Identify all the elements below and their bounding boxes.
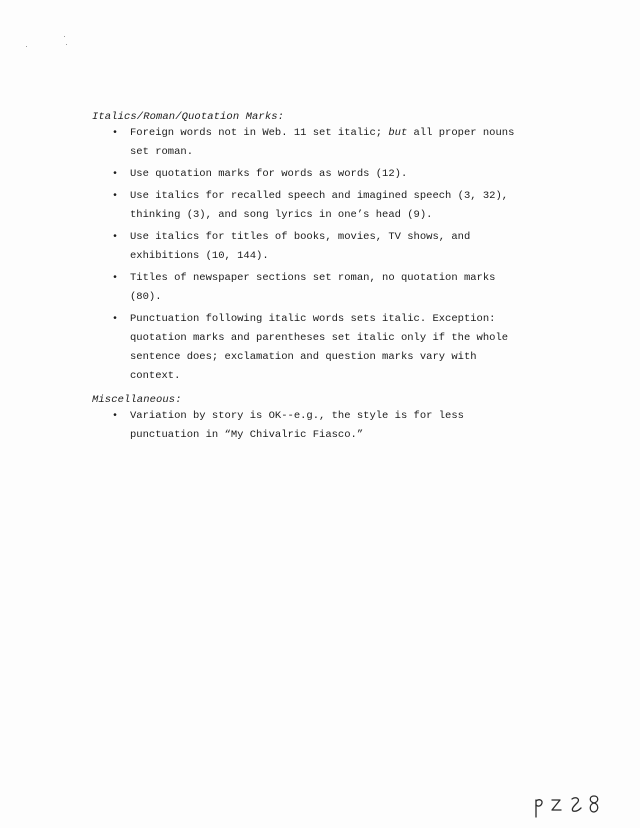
italics-rules-list (110, 124, 520, 389)
bullet-icon: • (112, 169, 119, 180)
list-item-text: Use italics for titles of books, movies, TV shows, and exhibitions (10, 144). (130, 231, 471, 262)
bullet-icon: • (112, 314, 119, 325)
handwritten-page-note (528, 790, 608, 820)
miscellaneous-rules-list (110, 407, 520, 448)
section-heading-miscellaneous: Miscellaneous: (92, 394, 182, 406)
bullet-icon: • (112, 232, 119, 243)
bullet-icon: • (112, 273, 119, 284)
section-heading-italics: Italics/Roman/Quotation Marks: (92, 111, 285, 123)
list-item-text: Punctuation following italic words sets italic. Exception: quotation marks and parentheses set italic only if the whole sentence does; exclamation and question marks vary with context. (130, 313, 509, 382)
list-item (110, 187, 520, 225)
scan-speck (64, 36, 65, 37)
list-item (110, 310, 520, 386)
list-item (110, 407, 520, 445)
list-item-text: Use quotation marks for words as words (12). (130, 168, 408, 180)
bullet-icon: • (112, 411, 119, 422)
list-item-text: Variation by story is OK--e.g., the style is for less punctuation in “My Chivalric Fiasco.” (130, 410, 464, 441)
scan-speck (66, 44, 67, 45)
list-item (110, 165, 520, 184)
list-item (110, 124, 520, 162)
list-item-text: Titles of newspaper sections set roman, no quotation marks (80). (130, 272, 496, 303)
scan-speck (26, 46, 27, 47)
bullet-icon: • (112, 128, 119, 139)
list-item (110, 269, 520, 307)
list-item-text: Foreign words not in Web. 11 set italic; but all proper nouns set roman. (130, 127, 515, 158)
bullet-icon: • (112, 191, 119, 202)
list-item (110, 228, 520, 266)
list-item-text: Use italics for recalled speech and imagined speech (3, 32), thinking (3), and song lyrics in one’s head (9). (130, 190, 509, 221)
